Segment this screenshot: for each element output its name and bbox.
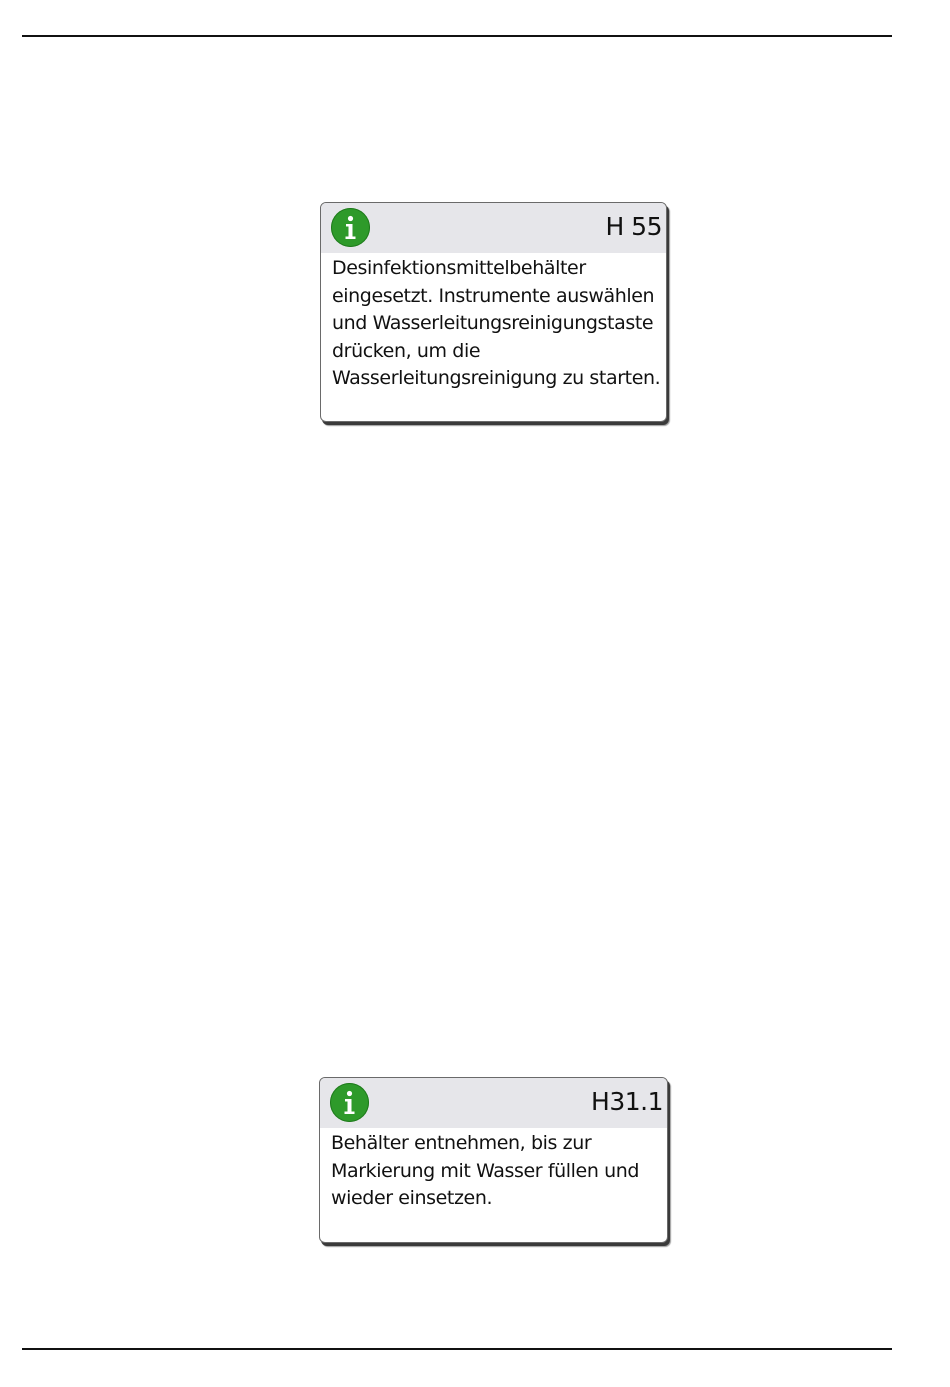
message-line: wieder einsetzen. [331,1187,493,1209]
bottom-rule [22,1348,892,1350]
message-line: eingesetzt. Instrumente auswählen [332,284,655,307]
info-icon [330,1083,369,1122]
dialog-code: H 55 [605,212,662,241]
info-dialog-h31-1 [319,1077,668,1243]
dialog-header [321,203,666,253]
dialog-message [320,1128,667,1213]
message-line: und Wasserleitungsreinigungstaste [332,312,654,334]
top-rule [22,35,892,37]
message-line: Markierung mit Wasser füllen und [331,1159,640,1182]
message-line: Desinfektionsmittelbehälter [332,257,586,279]
dialog-message [321,253,666,393]
dialog-header [320,1078,667,1128]
dialog-code: H31.1 [591,1087,663,1116]
message-line: Wasserleitungsreinigung zu starten. [332,367,661,389]
message-line: drücken, um die [332,339,481,362]
info-icon [331,208,370,247]
info-dialog-h55 [320,202,667,422]
message-line: Behälter entnehmen, bis zur [331,1132,592,1154]
